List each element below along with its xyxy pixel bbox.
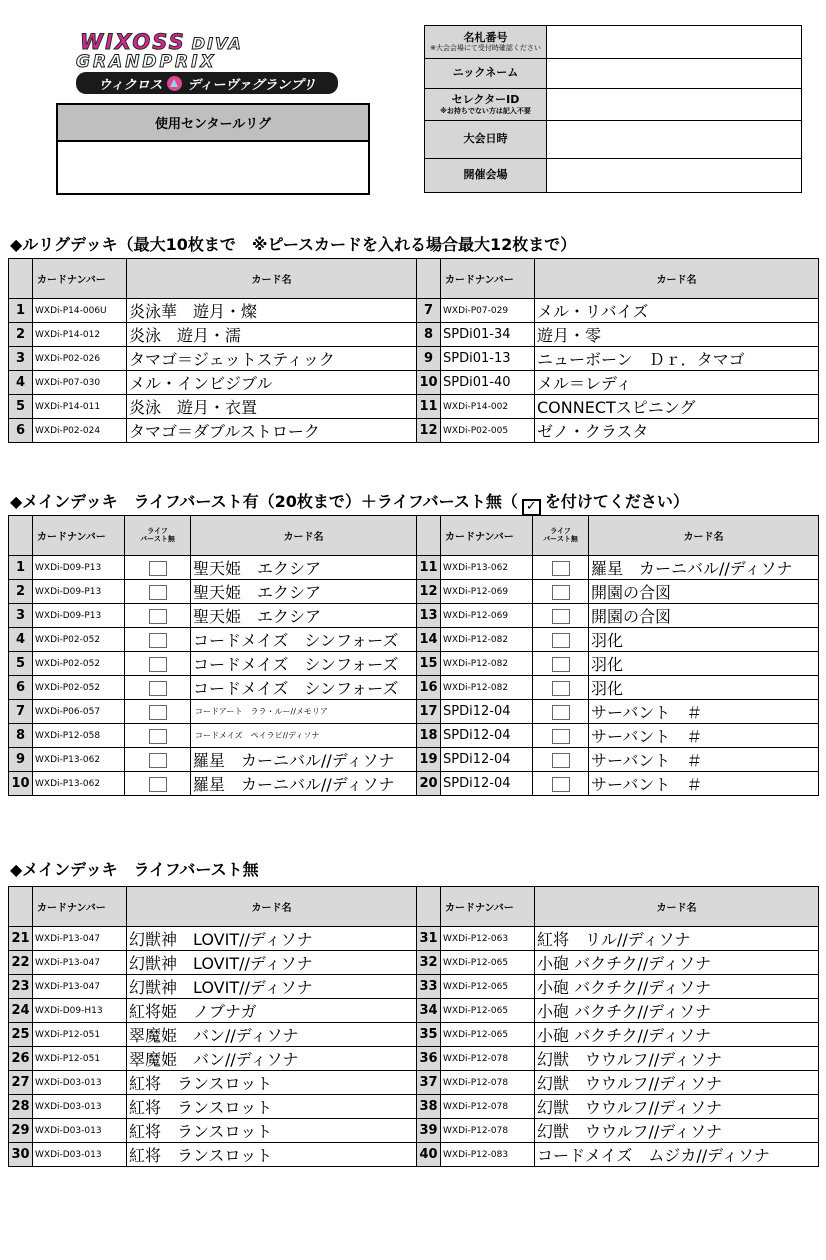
no-lifeburst-checkbox[interactable] [149, 753, 167, 768]
no-lifeburst-checkbox-cell [125, 772, 191, 796]
index-header [9, 259, 33, 299]
card-number-cell[interactable]: WXDi-D09-P13 [33, 580, 125, 604]
no-lifeburst-checkbox-cell [533, 724, 589, 748]
row-number: 6 [9, 676, 33, 700]
card-name-cell[interactable]: 翠魔姫 バン//ディソナ [127, 1023, 417, 1047]
lrig-deck-title: ◆ルリグデッキ（最大10枚まで ※ピースカードを入れる場合最大12枚まで） [10, 235, 577, 254]
row-number: 19 [417, 748, 441, 772]
no-lifeburst-checkbox[interactable] [552, 561, 570, 576]
card-number-cell[interactable]: WXDi-P12-063 [441, 927, 535, 951]
card-number-cell[interactable]: WXDi-P13-062 [33, 772, 125, 796]
card-number-header: カードナンバー [441, 259, 535, 299]
main-deck-lifeburst-title [10, 489, 689, 516]
table-row [9, 580, 819, 604]
card-name-cell[interactable]: サーバント ＃ [589, 724, 819, 748]
table-row [9, 1071, 819, 1095]
card-number-cell[interactable]: WXDi-P07-030 [33, 371, 127, 395]
table-row [9, 676, 819, 700]
table-row [9, 748, 819, 772]
row-number: 11 [417, 556, 441, 580]
no-lifeburst-header [125, 516, 191, 556]
selector-id-note: ※お持ちでない方は記入不要 [440, 106, 531, 115]
card-number-cell[interactable]: WXDi-P12-069 [441, 580, 533, 604]
row-number: 33 [417, 975, 441, 999]
card-name-cell[interactable]: メル＝レディ [535, 371, 819, 395]
row-number: 2 [9, 323, 33, 347]
card-name-cell[interactable]: 炎泳華 遊月・燦 [127, 299, 417, 323]
no-lifeburst-checkbox[interactable] [552, 729, 570, 744]
no-lifeburst-checkbox[interactable] [552, 633, 570, 648]
card-number-cell[interactable]: WXDi-P12-051 [33, 1023, 127, 1047]
card-number-cell[interactable]: WXDi-P12-083 [441, 1143, 535, 1167]
name-tag-label-cell [425, 26, 547, 59]
no-lifeburst-header-l1: ライフ [550, 526, 571, 535]
card-name-cell[interactable]: 小砲 バクチク//ディソナ [535, 951, 819, 975]
no-lifeburst-checkbox-cell [125, 676, 191, 700]
card-number-cell[interactable]: WXDi-P12-065 [441, 1023, 535, 1047]
card-name-cell[interactable]: ニューボーン Ｄｒ．タマゴ [535, 347, 819, 371]
logo-wixoss-text: WIXOSS [80, 30, 186, 54]
table-row [9, 628, 819, 652]
table-row [9, 1143, 819, 1167]
row-number: 32 [417, 951, 441, 975]
card-name-cell[interactable]: 羅星 カーニバル//ディソナ [589, 556, 819, 580]
card-name-cell[interactable]: 遊月・零 [535, 323, 819, 347]
card-name-header: カード名 [535, 887, 819, 927]
card-number-cell[interactable]: WXDi-P14-012 [33, 323, 127, 347]
row-number: 38 [417, 1095, 441, 1119]
card-number-cell[interactable]: WXDi-D09-H13 [33, 999, 127, 1023]
row-number: 8 [9, 724, 33, 748]
card-number-cell[interactable]: SPDi01-34 [441, 323, 535, 347]
card-name-cell[interactable]: 聖天姫 エクシア [191, 604, 417, 628]
card-name-cell[interactable]: 開園の合図 [589, 604, 819, 628]
card-name-cell[interactable]: 幻獣 ウウルフ//ディソナ [535, 1071, 819, 1095]
card-number-cell[interactable]: WXDi-P12-069 [441, 604, 533, 628]
no-lifeburst-checkbox-cell [533, 628, 589, 652]
table-row [9, 652, 819, 676]
nickname-label: ニックネーム [425, 59, 547, 89]
row-number: 9 [9, 748, 33, 772]
card-number-cell[interactable]: WXDi-D09-P13 [33, 604, 125, 628]
card-number-cell[interactable]: WXDi-D03-013 [33, 1143, 127, 1167]
main-deck-lifeburst-table [8, 515, 819, 796]
row-number: 11 [417, 395, 441, 419]
row-number: 22 [9, 951, 33, 975]
card-name-cell[interactable]: サーバント ＃ [589, 700, 819, 724]
card-name-cell[interactable]: 幻獣 ウウルフ//ディソナ [535, 1095, 819, 1119]
row-number: 39 [417, 1119, 441, 1143]
card-name-cell[interactable]: メル・リバイズ [535, 299, 819, 323]
card-number-cell[interactable]: WXDi-P12-078 [441, 1047, 535, 1071]
row-number: 4 [9, 371, 33, 395]
card-number-cell[interactable]: WXDi-P13-062 [33, 748, 125, 772]
card-name-header: カード名 [535, 259, 819, 299]
index-header [9, 516, 33, 556]
center-lrig-box [56, 103, 370, 195]
no-lifeburst-checkbox[interactable] [552, 705, 570, 720]
nickname-field[interactable] [547, 59, 802, 89]
row-number: 7 [417, 299, 441, 323]
card-name-cell[interactable]: 羽化 [589, 628, 819, 652]
card-number-cell[interactable]: SPDi12-04 [441, 724, 533, 748]
table-row [9, 299, 819, 323]
no-lifeburst-checkbox[interactable] [552, 777, 570, 792]
no-lifeburst-checkbox-cell [125, 748, 191, 772]
card-number-cell[interactable]: WXDi-P02-005 [441, 419, 535, 443]
card-number-cell[interactable]: WXDi-P12-065 [441, 951, 535, 975]
selector-id-field[interactable] [547, 89, 802, 121]
card-number-cell[interactable]: WXDi-D03-013 [33, 1071, 127, 1095]
no-lifeburst-checkbox-cell [533, 652, 589, 676]
card-name-cell[interactable]: 幻獣神 LOVIT//ディソナ [127, 975, 417, 999]
no-lifeburst-checkbox[interactable] [149, 585, 167, 600]
no-lifeburst-checkbox[interactable] [552, 657, 570, 672]
row-number: 21 [9, 927, 33, 951]
row-number: 18 [417, 724, 441, 748]
card-name-cell[interactable]: 幻獣 ウウルフ//ディソナ [535, 1119, 819, 1143]
card-number-cell[interactable]: WXDi-P12-082 [441, 676, 533, 700]
table-row [9, 604, 819, 628]
no-lifeburst-checkbox[interactable] [552, 585, 570, 600]
card-name-cell[interactable]: 炎泳 遊月・濡 [127, 323, 417, 347]
table-row [9, 1095, 819, 1119]
no-lifeburst-checkbox-cell [533, 676, 589, 700]
no-lifeburst-checkbox[interactable] [149, 609, 167, 624]
row-number: 26 [9, 1047, 33, 1071]
index-header [417, 887, 441, 927]
card-name-cell[interactable]: コードメイズ シンフォーズ [191, 628, 417, 652]
table-row [9, 951, 819, 975]
card-name-cell[interactable]: 紅将 ランスロット [127, 1071, 417, 1095]
card-number-header: カードナンバー [33, 516, 125, 556]
table-row [9, 975, 819, 999]
row-number: 5 [9, 652, 33, 676]
lifeburst-header-row [9, 516, 819, 556]
table-row [9, 347, 819, 371]
no-lifeburst-checkbox-cell [533, 748, 589, 772]
table-row [9, 419, 819, 443]
card-number-cell[interactable]: WXDi-D03-013 [33, 1095, 127, 1119]
card-number-cell[interactable]: WXDi-P02-052 [33, 676, 125, 700]
table-row [9, 395, 819, 419]
card-name-cell[interactable]: CONNECTスピニング [535, 395, 819, 419]
no-lifeburst-checkbox-cell [533, 700, 589, 724]
card-name-cell[interactable]: メル・インビジブル [127, 371, 417, 395]
no-lifeburst-header [533, 516, 589, 556]
card-number-header: カードナンバー [33, 887, 127, 927]
table-row [9, 772, 819, 796]
card-number-cell[interactable]: WXDi-D09-P13 [33, 556, 125, 580]
logo-grandprix-text: GRANDPRIX [76, 52, 217, 72]
no-lifeburst-header-l2: バースト無 [140, 534, 175, 543]
row-number: 1 [9, 299, 33, 323]
table-row [9, 1023, 819, 1047]
lrig-header-row [9, 259, 819, 299]
card-number-cell[interactable]: WXDi-P12-078 [441, 1119, 535, 1143]
card-number-cell[interactable]: WXDi-P12-082 [441, 628, 533, 652]
card-number-cell[interactable]: WXDi-P12-065 [441, 975, 535, 999]
no-lifeburst-checkbox-cell [125, 628, 191, 652]
card-name-cell[interactable]: 羅星 カーニバル//ディソナ [191, 748, 417, 772]
card-number-cell[interactable]: WXDi-P12-051 [33, 1047, 127, 1071]
card-number-cell[interactable]: WXDi-P13-047 [33, 975, 127, 999]
no-lifeburst-checkbox[interactable] [552, 753, 570, 768]
card-number-cell[interactable]: WXDi-P14-011 [33, 395, 127, 419]
card-name-cell[interactable]: 聖天姫 エクシア [191, 580, 417, 604]
no-lifeburst-checkbox-cell [533, 772, 589, 796]
wixoss-diva-grandprix-logo [62, 30, 338, 96]
no-lifeburst-checkbox-cell [125, 556, 191, 580]
row-number: 36 [417, 1047, 441, 1071]
no-lifeburst-checkbox[interactable] [149, 633, 167, 648]
table-row [9, 556, 819, 580]
card-name-cell[interactable]: 幻獣神 LOVIT//ディソナ [127, 927, 417, 951]
no-lifeburst-header-l2: バースト無 [543, 534, 578, 543]
card-name-cell[interactable]: タマゴ＝ダブルストローク [127, 419, 417, 443]
card-number-cell[interactable]: SPDi01-40 [441, 371, 535, 395]
row-number: 34 [417, 999, 441, 1023]
row-number: 12 [417, 580, 441, 604]
row-number: 29 [9, 1119, 33, 1143]
table-row [9, 1119, 819, 1143]
card-name-cell[interactable]: タマゴ＝ジェットスティック [127, 347, 417, 371]
no-lifeburst-checkbox-cell [533, 556, 589, 580]
card-number-cell[interactable]: WXDi-P13-047 [33, 927, 127, 951]
card-number-cell[interactable]: WXDi-P12-078 [441, 1071, 535, 1095]
row-number: 10 [417, 371, 441, 395]
row-number: 37 [417, 1071, 441, 1095]
main-deck-lifeburst-title-b: を付けてください） [544, 492, 689, 511]
name-tag-label: 名札番号 [463, 30, 508, 44]
card-name-cell[interactable]: コードメイズ シンフォーズ [191, 652, 417, 676]
center-lrig-label: 使用センタールリグ [58, 105, 368, 142]
card-number-cell[interactable]: WXDi-P12-078 [441, 1095, 535, 1119]
card-name-cell[interactable]: サーバント ＃ [589, 772, 819, 796]
table-row [9, 323, 819, 347]
row-number: 5 [9, 395, 33, 419]
card-number-cell[interactable]: WXDi-P13-062 [441, 556, 533, 580]
table-row [9, 371, 819, 395]
row-number: 10 [9, 772, 33, 796]
card-name-cell[interactable]: 開園の合図 [589, 580, 819, 604]
table-row [9, 927, 819, 951]
row-number: 7 [9, 700, 33, 724]
card-name-cell[interactable]: 紅将姫 ノブナガ [127, 999, 417, 1023]
no-lifeburst-checkbox[interactable] [149, 729, 167, 744]
card-number-cell[interactable]: WXDi-D03-013 [33, 1119, 127, 1143]
event-date-field[interactable] [547, 121, 802, 159]
row-number: 3 [9, 604, 33, 628]
lrig-deck-table [8, 258, 819, 443]
main-deck-no-lifeburst-title: ◆メインデッキ ライフバースト無 [10, 860, 259, 879]
main-deck-no-lifeburst-table [8, 886, 819, 1167]
card-name-cell[interactable]: 炎泳 遊月・衣置 [127, 395, 417, 419]
card-name-cell[interactable]: 羽化 [589, 652, 819, 676]
row-number: 3 [9, 347, 33, 371]
card-name-cell[interactable]: 小砲 バクチク//ディソナ [535, 975, 819, 999]
row-number: 14 [417, 628, 441, 652]
no-lifeburst-checkbox-cell [125, 580, 191, 604]
no-lifeburst-checkbox[interactable] [149, 561, 167, 576]
card-name-cell[interactable]: サーバント ＃ [589, 748, 819, 772]
no-lifeburst-checkbox[interactable] [149, 705, 167, 720]
index-header [417, 259, 441, 299]
card-name-cell[interactable]: コードメイズ シンフォーズ [191, 676, 417, 700]
row-number: 2 [9, 580, 33, 604]
row-number: 23 [9, 975, 33, 999]
card-name-header: カード名 [127, 887, 417, 927]
row-number: 17 [417, 700, 441, 724]
card-name-cell[interactable]: 翠魔姫 バン//ディソナ [127, 1047, 417, 1071]
no-lifeburst-checkbox-cell [125, 652, 191, 676]
table-row [9, 1047, 819, 1071]
logo-diva-text: DIVA [191, 34, 243, 53]
name-tag-field[interactable] [547, 26, 802, 59]
index-header [9, 887, 33, 927]
row-number: 31 [417, 927, 441, 951]
no-lifeburst-checkbox-cell [125, 604, 191, 628]
no-lifeburst-checkbox[interactable] [149, 657, 167, 672]
row-number: 27 [9, 1071, 33, 1095]
card-number-cell[interactable]: WXDi-P12-082 [441, 652, 533, 676]
card-number-cell[interactable]: WXDi-P07-029 [441, 299, 535, 323]
card-name-cell[interactable]: コードメイズ ペイラピ//ディソナ [191, 724, 417, 748]
logo-kana-right: ディーヴァグランプリ [187, 77, 316, 93]
card-number-cell[interactable]: WXDi-P12-065 [441, 999, 535, 1023]
card-number-cell[interactable]: WXDi-P02-024 [33, 419, 127, 443]
no-lifeburst-checkbox-cell [125, 700, 191, 724]
venue-field[interactable] [547, 159, 802, 193]
row-number: 30 [9, 1143, 33, 1167]
card-name-header: カード名 [589, 516, 819, 556]
card-name-header: カード名 [191, 516, 417, 556]
card-name-cell[interactable]: 小砲 バクチク//ディソナ [535, 999, 819, 1023]
card-number-header: カードナンバー [33, 259, 127, 299]
row-number: 40 [417, 1143, 441, 1167]
card-name-cell[interactable]: 紅将 ランスロット [127, 1143, 417, 1167]
logo-kana-bar [76, 72, 338, 94]
card-name-cell[interactable]: 紅将 ランスロット [127, 1095, 417, 1119]
card-name-cell[interactable]: 幻獣 ウウルフ//ディソナ [535, 1047, 819, 1071]
row-number: 4 [9, 628, 33, 652]
row-number: 9 [417, 347, 441, 371]
no-lifeburst-checkbox-cell [125, 724, 191, 748]
venue-label: 開催会場 [425, 159, 547, 193]
no-lifeburst-checkbox[interactable] [149, 681, 167, 696]
triangle-emblem-icon [167, 76, 182, 91]
card-number-cell[interactable]: WXDi-P02-052 [33, 628, 125, 652]
row-number: 13 [417, 604, 441, 628]
row-number: 25 [9, 1023, 33, 1047]
card-number-cell[interactable]: SPDi12-04 [441, 700, 533, 724]
card-name-cell[interactable]: コードアート ララ・ルー//メモリア [191, 700, 417, 724]
card-name-cell[interactable]: 小砲 バクチク//ディソナ [535, 1023, 819, 1047]
card-number-cell[interactable]: WXDi-P02-026 [33, 347, 127, 371]
no-lifeburst-checkbox-cell [533, 604, 589, 628]
card-number-header: カードナンバー [441, 887, 535, 927]
card-number-cell[interactable]: WXDi-P13-047 [33, 951, 127, 975]
card-name-header: カード名 [127, 259, 417, 299]
card-number-cell[interactable]: WXDi-P06-057 [33, 700, 125, 724]
no-lifeburst-checkbox[interactable] [552, 681, 570, 696]
row-number: 8 [417, 323, 441, 347]
player-info-table [424, 25, 802, 193]
card-name-cell[interactable]: 羅星 カーニバル//ディソナ [191, 772, 417, 796]
row-number: 16 [417, 676, 441, 700]
checkmark-icon: ✓ [522, 499, 541, 516]
card-name-cell[interactable]: 紅将 ランスロット [127, 1119, 417, 1143]
card-number-cell[interactable]: WXDi-P12-058 [33, 724, 125, 748]
event-date-label: 大会日時 [425, 121, 547, 159]
main-deck-lifeburst-title-a: ◆メインデッキ ライフバースト有（20枚まで）＋ライフバースト無（ [10, 492, 518, 511]
card-number-cell[interactable]: SPDi12-04 [441, 748, 533, 772]
row-number: 1 [9, 556, 33, 580]
row-number: 28 [9, 1095, 33, 1119]
center-lrig-field[interactable] [58, 142, 368, 193]
row-number: 12 [417, 419, 441, 443]
card-name-cell[interactable]: コードメイズ ムジカ//ディソナ [535, 1143, 819, 1167]
no-lifeburst-checkbox-cell [533, 580, 589, 604]
row-number: 20 [417, 772, 441, 796]
name-tag-note: ※大会会場にて受付時確認ください [430, 44, 541, 53]
card-number-cell[interactable]: WXDi-P14-002 [441, 395, 535, 419]
no-lifeburst-checkbox[interactable] [552, 609, 570, 624]
table-row [9, 700, 819, 724]
no-lifeburst-checkbox[interactable] [149, 777, 167, 792]
no-lifeburst-header-row [9, 887, 819, 927]
row-number: 35 [417, 1023, 441, 1047]
row-number: 6 [9, 419, 33, 443]
card-name-cell[interactable]: 紅将 リル//ディソナ [535, 927, 819, 951]
card-number-cell[interactable]: WXDi-P14-006U [33, 299, 127, 323]
card-number-cell[interactable]: SPDi12-04 [441, 772, 533, 796]
selector-id-label-cell [425, 89, 547, 121]
index-header [417, 516, 441, 556]
card-name-cell[interactable]: 聖天姫 エクシア [191, 556, 417, 580]
table-row [9, 724, 819, 748]
card-number-cell[interactable]: SPDi01-13 [441, 347, 535, 371]
selector-id-label: セレクターID [451, 93, 520, 107]
card-name-cell[interactable]: ゼノ・クラスタ [535, 419, 819, 443]
card-number-cell[interactable]: WXDi-P02-052 [33, 652, 125, 676]
card-name-cell[interactable]: 幻獣神 LOVIT//ディソナ [127, 951, 417, 975]
no-lifeburst-header-l1: ライフ [147, 526, 168, 535]
table-row [9, 999, 819, 1023]
card-name-cell[interactable]: 羽化 [589, 676, 819, 700]
logo-kana-left: ウィクロス [98, 77, 163, 93]
card-number-header: カードナンバー [441, 516, 533, 556]
row-number: 15 [417, 652, 441, 676]
row-number: 24 [9, 999, 33, 1023]
